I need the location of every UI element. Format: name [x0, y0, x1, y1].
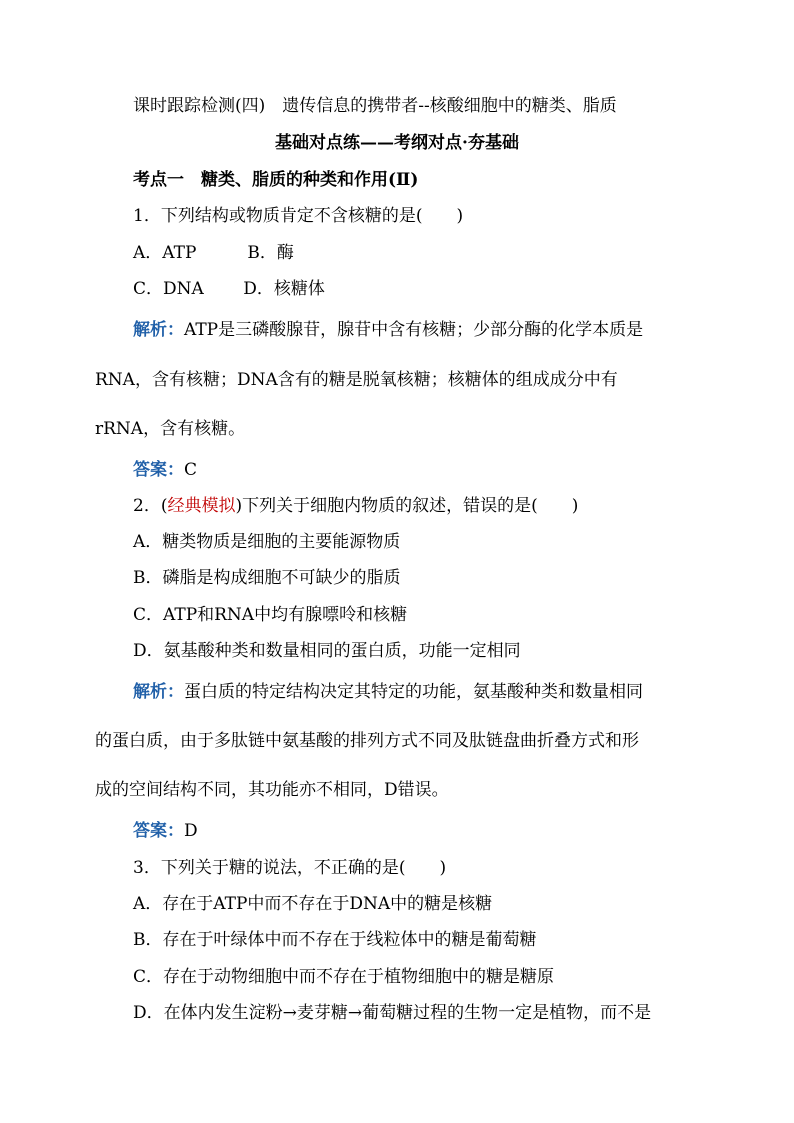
- analysis-text: 蛋白质的特定结构决定其特定的功能，氨基酸种类和数量相同: [184, 682, 643, 702]
- q2-source-tag: 经典模拟: [167, 496, 236, 516]
- q2-option-b: B．磷脂是构成细胞不可缺少的脂质: [133, 568, 401, 588]
- q2-option-d: D．氨基酸种类和数量相同的蛋白质，功能一定相同: [133, 641, 521, 661]
- q2-stem-prefix: 2．(: [133, 496, 168, 516]
- q2-stem: [133, 495, 578, 517]
- q3-option-b: B．存在于叶绿体中而不存在于线粒体中的糖是葡萄糖: [133, 930, 537, 950]
- analysis-label: 解析：: [133, 320, 184, 340]
- q1-analysis-line2: RNA，含有核糖；DNA含有的糖是脱氧核糖；核糖体的组成成分中有: [95, 370, 618, 390]
- analysis-label: 解析：: [133, 682, 184, 702]
- q2-answer: [133, 820, 198, 842]
- q3-option-c: C．存在于动物细胞中而不存在于植物细胞中的糖是糖原: [133, 967, 555, 987]
- analysis-text: ATP是三磷酸腺苷，腺苷中含有核糖；少部分酶的化学本质是: [184, 320, 644, 340]
- q1-answer: [133, 459, 197, 481]
- section-heading: 考点一 糖类、脂质的种类和作用(Ⅱ): [133, 170, 419, 190]
- q2-option-a: A．糖类物质是细胞的主要能源物质: [133, 532, 401, 552]
- answer-label: 答案：: [133, 821, 184, 841]
- q3-stem: 3．下列关于糖的说法，不正确的是( ): [133, 858, 447, 878]
- page-subtitle: 基础对点练——考纲对点·夯基础: [275, 133, 519, 153]
- page-title: 课时跟踪检测(四) 遗传信息的携带者--核酸细胞中的糖类、脂质: [133, 96, 617, 116]
- q1-options-row1: A．ATP B．酶: [133, 243, 294, 263]
- q2-analysis-line1: [133, 681, 643, 703]
- q2-analysis-line3: 成的空间结构不同，其功能亦不相同，D错误。: [95, 780, 449, 800]
- q2-option-c: C．ATP和RNA中均有腺嘌呤和核糖: [133, 605, 408, 625]
- q1-analysis-line1: [133, 319, 643, 341]
- q2-stem-text: )下列关于细胞内物质的叙述，错误的是( ): [235, 496, 579, 516]
- answer-value: D: [184, 821, 198, 841]
- q3-option-d: D．在体内发生淀粉→麦芽糖→葡萄糖过程的生物一定是植物，而不是: [133, 1003, 652, 1023]
- answer-label: 答案：: [133, 460, 184, 480]
- answer-value: C: [184, 460, 198, 480]
- q2-analysis-line2: 的蛋白质，由于多肽链中氨基酸的排列方式不同及肽链盘曲折叠方式和形: [95, 731, 639, 751]
- q3-option-a: A．存在于ATP中而不存在于DNA中的糖是核糖: [133, 894, 493, 914]
- q1-options-row2: C．DNA D．核糖体: [133, 279, 325, 299]
- q1-analysis-line3: rRNA，含有核糖。: [95, 419, 246, 439]
- q1-stem: 1．下列结构或物质肯定不含核糖的是( ): [133, 206, 464, 226]
